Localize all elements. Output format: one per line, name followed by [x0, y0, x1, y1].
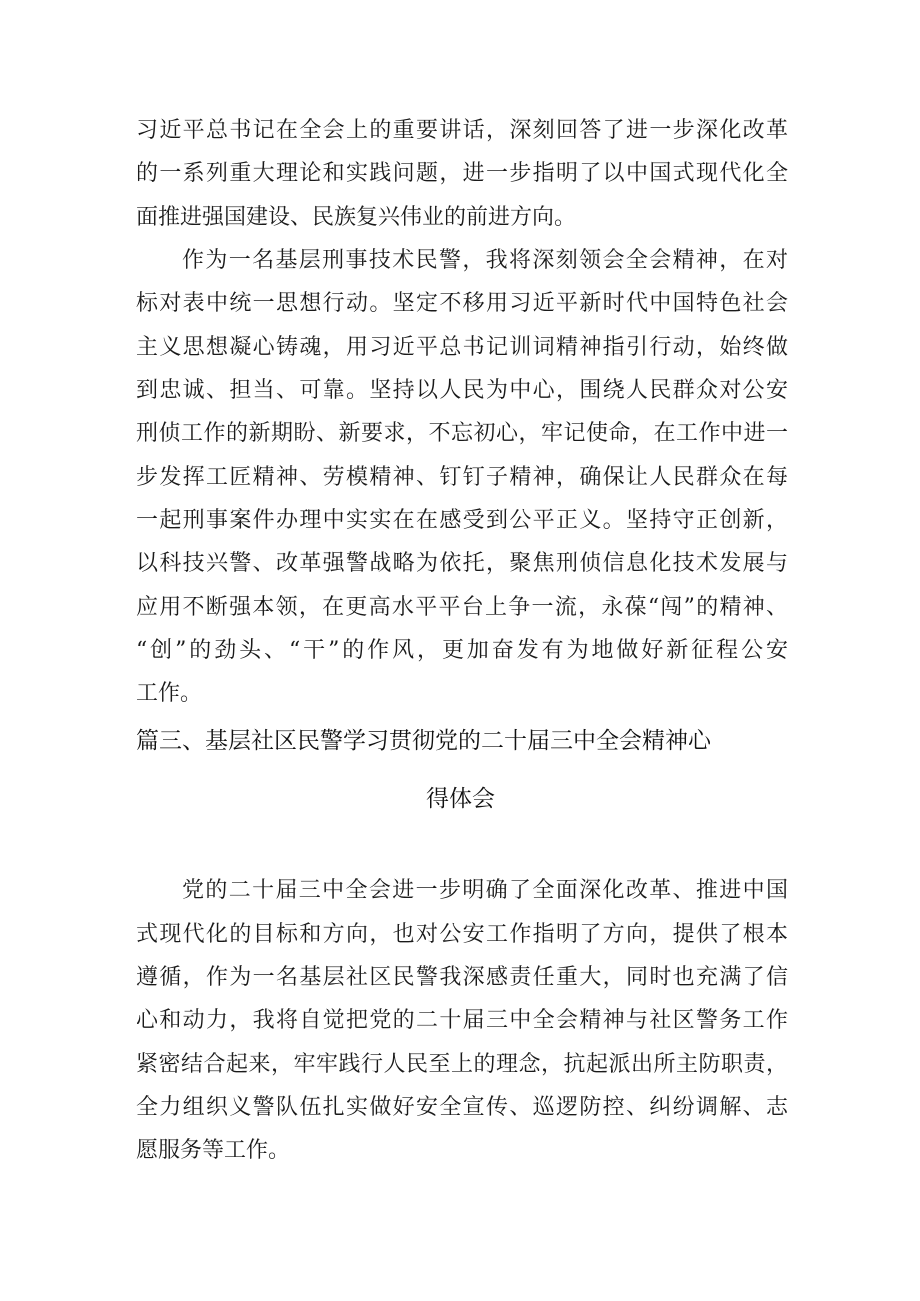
paragraph-line: 党的二十届三中全会进一步明确了全面深化改革、推进中国: [182, 878, 788, 903]
paragraph-line: 到忠诚、担当、可靠。坚持以人民为中心，围绕人民群众对公安: [136, 378, 788, 403]
paragraph-line: 式现代化的目标和方向，也对公安工作指明了方向，提供了根本: [136, 922, 788, 947]
paragraph-line: 以科技兴警、改革强警战略为依托，聚焦刑侦信息化技术发展与: [136, 551, 788, 576]
paragraph-line: 遵循，作为一名基层社区民警我深感责任重大，同时也充满了信: [136, 965, 788, 990]
paragraph-line: 紧密结合起来，牢牢践行人民至上的理念，抗起派出所主防职责，: [136, 1052, 788, 1077]
paragraph-line: 习近平总书记在全会上的重要讲话，深刻回答了进一步深化改革: [136, 118, 788, 143]
paragraph-line: 面推进强国建设、民族复兴伟业的前进方向。: [136, 205, 577, 230]
paragraph-line: 步发挥工匠精神、劳模精神、钉钉子精神，确保让人民群众在每: [136, 465, 788, 490]
paragraph-line: 一起刑事案件办理中实实在在感受到公平正义。坚持守正创新，: [136, 508, 788, 533]
paragraph-line: 作为一名基层刑事技术民警，我将深刻领会全会精神，在对: [182, 248, 788, 273]
paragraph-line: 愿服务等工作。: [136, 1138, 291, 1163]
paragraph-line: 的一系列重大理论和实践问题，进一步指明了以中国式现代化全: [136, 161, 788, 186]
paragraph-line: 工作。: [136, 681, 203, 706]
paragraph-line: “创”的劲头、“干”的作风，更加奋发有为地做好新征程公安: [136, 638, 788, 663]
paragraph-line: 标对表中统一思想行动。坚定不移用习近平新时代中国特色社会: [136, 291, 788, 316]
section-three-title-continued: 得体会: [426, 786, 495, 812]
paragraph-line: 全力组织义警队伍扎实做好安全宣传、巡逻防控、纠纷调解、志: [136, 1095, 788, 1120]
paragraph-line: 心和动力，我将自觉把党的二十届三中全会精神与社区警务工作: [136, 1008, 788, 1033]
paragraph-line: 主义思想凝心铸魂，用习近平总书记训词精神指引行动，始终做: [136, 335, 788, 360]
paragraph-line: 应用不断强本领，在更高水平平台上争一流，永葆“闯”的精神、: [136, 595, 788, 620]
paragraph-line: 刑侦工作的新期盼、新要求，不忘初心，牢记使命，在工作中进一: [136, 421, 788, 446]
section-three-title: 篇三、基层社区民警学习贯彻党的二十届三中全会精神心: [136, 728, 711, 754]
